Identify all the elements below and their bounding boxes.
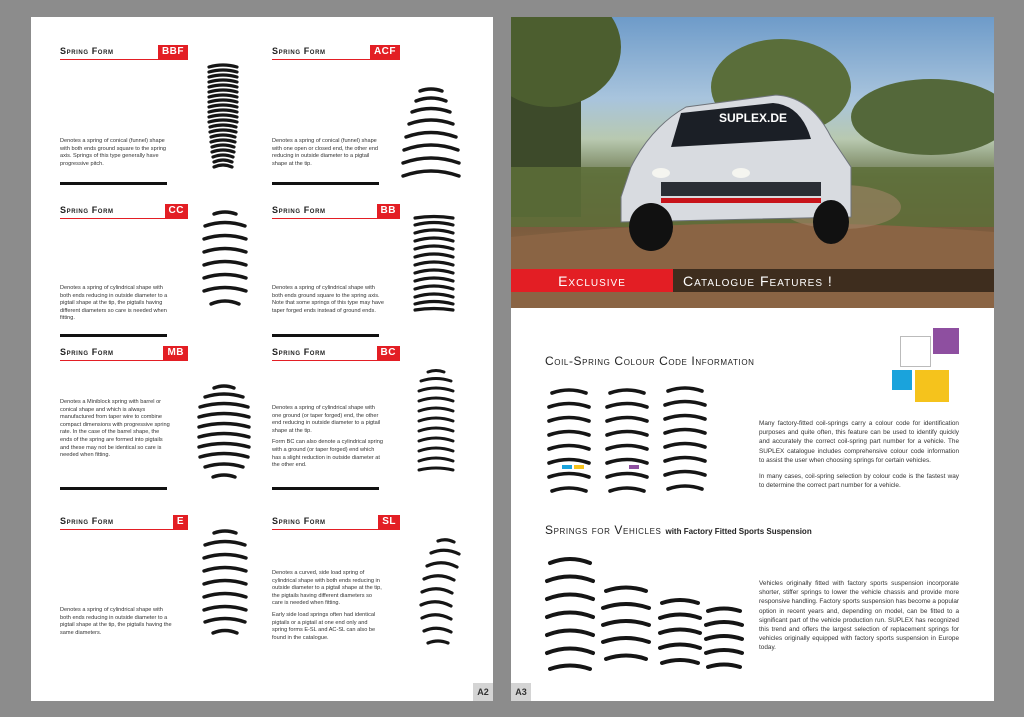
spring-form-entry-cc — [60, 204, 250, 354]
header-rule — [60, 360, 188, 361]
entry-description: Denotes a spring of cylindrical shape with both ends reducing in outside diameter to a pigtail shape at the tip, the pigtails having different diameters so care is needed when fitting. — [60, 285, 168, 322]
sports-suspension-body: Vehicles originally fitted with factory sports suspension incorporate shorter, stiffer springs to lower the vehicle chassis and provide more responsive handling. Factory sports suspension has become a popular option in recent years and, depending on model, can be fitted to a significant part of the vehicle production run. SUPLEX has recognized this trend and offers the largest selection of replacement springs for vehicles originally equipped with factory sports suspension in Europe today. — [759, 580, 960, 652]
spring-code-badge: CC — [165, 204, 188, 218]
spring-bb-image — [412, 214, 456, 314]
spring-mb-image — [196, 384, 252, 484]
separator-bar — [272, 334, 379, 337]
car-wheel-rear — [813, 200, 849, 244]
car-stripe — [661, 198, 821, 203]
header-rule — [60, 59, 188, 60]
entry-header — [60, 45, 188, 59]
tree-left-canopy — [511, 17, 621, 107]
dirt-road — [511, 223, 994, 308]
page-number: A2 — [473, 683, 493, 701]
colour-code-heading: Coil-Spring Colour Code Information — [545, 354, 755, 368]
separator-bar — [272, 487, 379, 490]
car-headlight-right — [732, 168, 750, 178]
colour-coded-springs-image — [544, 385, 714, 505]
car-wheel-front — [629, 203, 673, 251]
header-rule — [272, 218, 400, 219]
entry-header — [272, 45, 400, 59]
sports-springs-image — [544, 553, 744, 677]
white-square — [900, 336, 931, 367]
spring-code-badge: BB — [377, 204, 400, 218]
rally-car-photo — [511, 17, 994, 308]
entry-description: Denotes a spring of conical (funnel) shape with one open or closed end, the other end reducing in outside diameter to a pigtail shape at the tip. — [272, 138, 379, 167]
entry-description: Denotes a spring of cylindrical shape with one ground (or taper forged) end, the other end reducing in outside diameter to a pigtail shape at the tip. Form BC can also denote a cylindrical spring with a ground (or taper forged) end which has a slight reduction in outside diameter at the other end. — [272, 405, 383, 469]
spring-e-image — [200, 529, 250, 639]
sports-heading-main: Springs for Vehicles — [545, 523, 662, 537]
right-page — [511, 17, 994, 701]
sports-heading-sub: with Factory Fitted Sports Suspension — [665, 527, 812, 536]
entry-title: Spring Form — [60, 516, 114, 526]
colour-mark-yellow — [574, 465, 584, 469]
spring-code-badge: BBF — [158, 45, 188, 59]
entry-header — [60, 515, 188, 529]
page-number: A3 — [511, 683, 531, 701]
spring-code-badge: MB — [163, 346, 188, 360]
spring-form-entry-sl — [272, 515, 462, 665]
banner-exclusive: Exclusive — [511, 269, 673, 292]
spring-form-entry-acf — [272, 45, 462, 195]
spring-bbf-image — [206, 63, 240, 173]
spring-acf-image — [400, 87, 462, 183]
entry-description: Denotes a spring of cylindrical shape with both ends ground square to the spring axis. Note that some springs of this type may have taper forged ends instead of ground ends. — [272, 285, 384, 314]
header-rule — [272, 529, 400, 530]
entry-description: Denotes a Miniblock spring with barrel or conical shape and which is always manufactured from taper wire to combine compact dimensions with progressive spring rate. In the case of the barrel shape, the ends of the spring are formed into pigtails and these may not be identical so care is needed when fitting. — [60, 399, 170, 459]
header-rule — [272, 360, 400, 361]
spring-code-badge: SL — [378, 515, 400, 529]
cyan-square — [892, 370, 912, 390]
photo-illustration — [511, 17, 994, 308]
spring-cc-image — [200, 210, 250, 312]
entry-description: Denotes a spring of conical (funnel) shape with both ends ground square to the spring axis. Springs of this type generally have progressive pitch. — [60, 138, 167, 167]
colour-code-body: Many factory-fitted coil-springs carry a colour code for identification purposes and quite often, this feature can be used to identify quickly and accurately the correct coil-spring part number for a vehicle. The SUPLEX catalogue includes comprehensive colour code information to assist the user when choosing springs for certain vehicles. In many cases, coil-spring selection by colour code is the fastest way to determine the correct part number for a vehicle. — [759, 420, 959, 490]
entry-title: Spring Form — [60, 347, 114, 357]
entry-header — [60, 204, 188, 218]
spring-form-entry-mb — [60, 346, 250, 496]
entry-header — [272, 204, 400, 218]
spring-sl-image — [418, 537, 462, 649]
separator-bar — [60, 334, 167, 337]
entry-header — [60, 346, 188, 360]
entry-title: Spring Form — [60, 46, 114, 56]
car-windshield-text: SUPLEX.DE — [719, 111, 788, 125]
entry-title: Spring Form — [272, 205, 326, 215]
car-headlight-left — [652, 168, 670, 178]
sports-suspension-heading — [545, 523, 812, 537]
spring-form-entry-e — [60, 515, 250, 665]
spring-form-entry-bb — [272, 204, 462, 354]
spring-code-badge: BC — [377, 346, 400, 360]
colour-mark-cyan — [562, 465, 572, 469]
left-page — [31, 17, 493, 701]
spring-code-badge: E — [173, 515, 188, 529]
header-rule — [272, 59, 400, 60]
entry-description: Denotes a spring of cylindrical shape with both ends reducing in outside diameter to a pigtail shape at the tip, the pigtails having the same diameters. — [60, 607, 172, 636]
purple-square — [933, 328, 959, 354]
separator-bar — [60, 487, 167, 490]
entry-title: Spring Form — [60, 205, 114, 215]
entry-description: Denotes a curved, side load spring of cylindrical shape with both ends reducing in outside diameter to a pigtail shape at the tip, the pigtails having different diameters so care is needed when fitting. Early side load springs often had identical pigtails or a pigtail at one end only and spring forms E-SL and AC-SL can also be found in the catalogue. — [272, 570, 382, 641]
yellow-square — [915, 370, 949, 402]
separator-bar — [60, 182, 167, 185]
entry-title: Spring Form — [272, 516, 326, 526]
spring-bc-image — [416, 368, 456, 480]
tree-right — [851, 79, 994, 155]
header-rule — [60, 529, 188, 530]
entry-title: Spring Form — [272, 46, 326, 56]
header-rule — [60, 218, 188, 219]
entry-header — [272, 346, 400, 360]
spring-form-entry-bc — [272, 346, 462, 496]
banner-catalogue-features: Catalogue Features ! — [673, 269, 994, 292]
entry-header — [272, 515, 400, 529]
spring-form-entry-bbf — [60, 45, 250, 195]
car-grille — [661, 182, 821, 196]
spring-code-badge: ACF — [370, 45, 400, 59]
separator-bar — [272, 182, 379, 185]
entry-title: Spring Form — [272, 347, 326, 357]
colour-mark-purple — [629, 465, 639, 469]
